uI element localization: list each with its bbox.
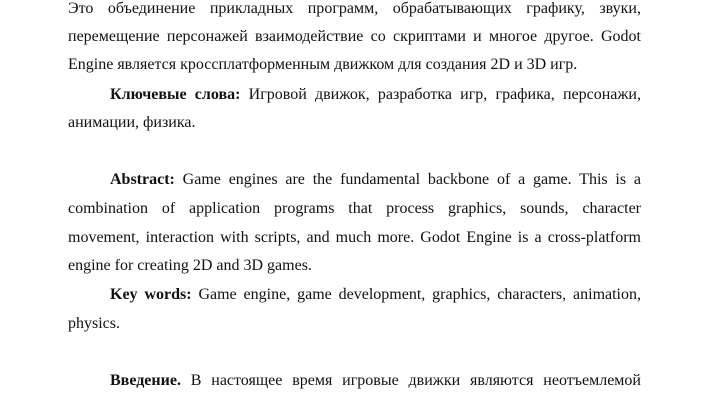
en-abstract-line-1: [110, 171, 641, 189]
en-keywords-line-2: physics.: [68, 315, 120, 332]
ru-abstract-line-3: Engine является кроссплатформенным движком для создания 2D и 3D игр.: [68, 56, 578, 73]
ru-abstract-line-1: Это объединение прикладных программ, обрабатывающих графику, звуки,: [68, 0, 641, 17]
en-abstract-line-4: engine for creating 2D and 3D games.: [68, 257, 312, 274]
en-keywords-line-1: [110, 286, 641, 304]
ru-abstract-line-2: перемещение персонажей взаимодействие со скриптами и многое другое. Godot: [68, 28, 641, 45]
en-keywords-label: Key words:: [110, 286, 192, 303]
intro-line-1: [110, 372, 641, 390]
ru-keywords-line-1: [110, 86, 641, 104]
en-abstract-label: Abstract:: [110, 171, 175, 188]
en-abstract-line-2: combination of application programs that process graphics, sounds, character: [68, 200, 641, 217]
en-abstract-line-3: movement, interaction with scripts, and much more. Godot Engine is a cross-platform: [68, 229, 641, 246]
en-abstract-text: Game engines are the fundamental backbone of a game. This is a: [174, 171, 641, 188]
intro-label: Введение.: [110, 372, 181, 389]
intro-text: В настоящее время игровые движки являются неотъемлемой: [180, 372, 641, 389]
ru-keywords-label: Ключевые слова:: [110, 86, 241, 103]
ru-keywords-line-2: анимации, физика.: [68, 114, 196, 131]
ru-keywords-text: Игровой движок, разработка игр, графика, персонажи,: [240, 86, 641, 103]
en-keywords-text: Game engine, game development, graphics, characters, animation,: [191, 286, 642, 303]
